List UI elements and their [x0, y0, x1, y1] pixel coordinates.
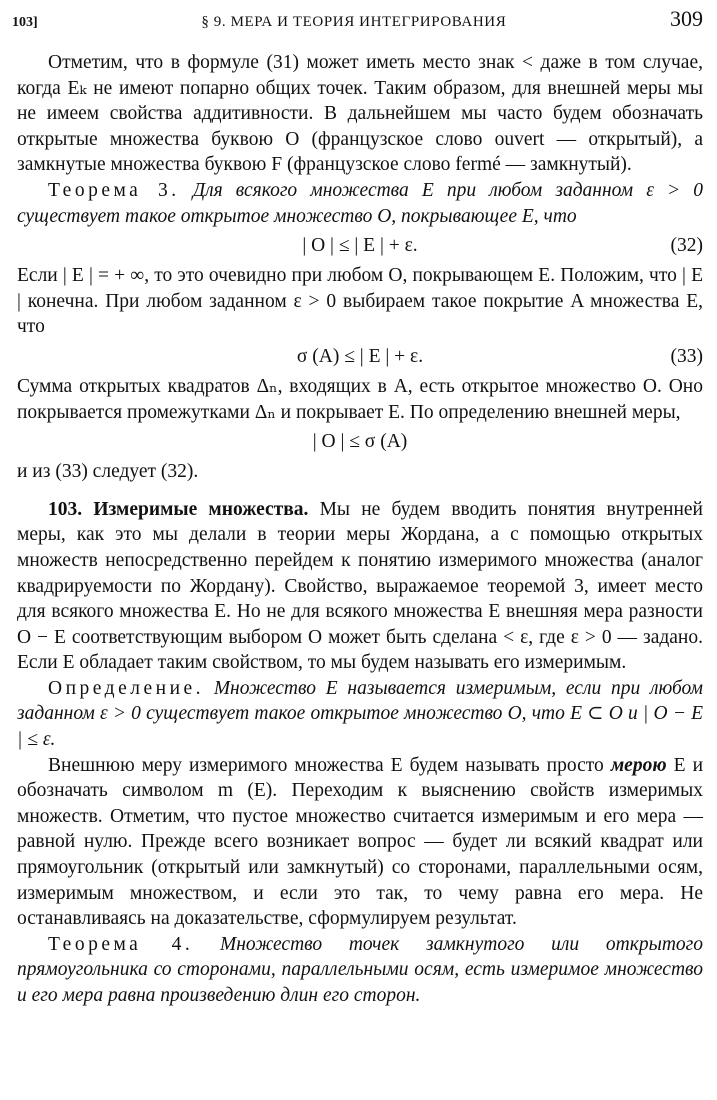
- paragraph-measure-after: E и обозначать символом m (E). Переходим к выяснению свойств измеримых множеств. Отметим, что пустое множество считается измеримым и его мера — равной нулю. Прежде всего возникает вопрос — будет ли всякий квадрат или прямоугольник (открытый или замкнутый) со сторонами, параллельными осям, измеримым множеством, и если это так, то чему равна его мера. Не останавливаясь на доказательстве, сформулируем результат.: [17, 754, 704, 930]
- section-103: [17, 497, 703, 676]
- equation-33-number: (33): [670, 345, 703, 367]
- equation-32: [17, 229, 703, 263]
- theorem-4-statement: Множество точек замкнутого или открытого прямоугольника со сторонами, параллельными осям, есть измеримое множество и его мера равна произведению длин его сторон.: [17, 933, 704, 1006]
- equation-32-number: (32): [670, 235, 703, 257]
- equation-unnumbered: [17, 425, 703, 459]
- running-header: [12, 6, 703, 36]
- page-number: 309: [670, 6, 703, 31]
- definition: [17, 676, 703, 753]
- paragraph-outer-measure: Отметим, что в формуле (31) может иметь место знак < даже в том случае, когда Eₖ не имеют попарно общих точек. Таким образом, для внешней меры мы не имеем свойства аддитивности. В дальнейшем мы часто будем обозначать открытые множества буквою O (французское слово ouvert — открытый), а замкнутые множества буквою F (французское слово fermé — замкнутый).: [17, 52, 703, 176]
- paragraph-proof-1: Если | E | = + ∞, то это очевидно при любом O, покрывающем E. Положим, что | E | конечна. При любом заданном ε > 0 выбираем такое покрытие A множества E, что: [17, 265, 703, 338]
- paragraph-measure: [17, 753, 703, 932]
- section-103-text: Мы не будем вводить понятия внутренней меры, как это мы делали в теории меры Жордана, а с помощью открытых множеств непосредственно перейдем к понятию измеримого множества (аналог квадрируемости по Жордану). Свойство, выражаемое теоремой 3, имеет место для всякого множества E. Но не для всякого множества E внешняя мера разности O − E соответствующим выбором O может быть сделана < ε, где ε > 0 — задано. Если E обладает таким свойством, то мы будем называть его измеримым.: [17, 498, 703, 674]
- theorem-4: [17, 932, 703, 1009]
- theorem-3: [17, 178, 703, 229]
- paragraph-measure-before: Внешнюю меру измеримого множества E будем называть просто: [48, 754, 604, 776]
- theorem-4-label: Теорема 4.: [48, 933, 194, 955]
- paragraph-proof-end: и из (33) следует (32).: [17, 461, 199, 483]
- chapter-title: § 9. МЕРА И ТЕОРИЯ ИНТЕГРИРОВАНИЯ: [201, 14, 507, 30]
- definition-label: Определение.: [48, 677, 205, 699]
- section-103-title: 103. Измеримые множества.: [48, 498, 309, 520]
- paragraph-proof-2: Сумма открытых квадратов Δₙ, входящих в A, есть открытое множество O. Оно покрывается промежутками Δₙ и покрывает E. По определению внешней меры,: [17, 375, 703, 423]
- equation-32-formula: | O | ≤ | E | + ε.: [302, 235, 418, 257]
- equation-33-formula: σ (A) ≤ | E | + ε.: [296, 345, 424, 367]
- section-gap: [17, 485, 703, 497]
- equation-33: [17, 340, 703, 374]
- theorem-3-statement: Для всякого множества E при любом заданном ε > 0 существует такое открытое множество O, покрывающее E, что: [17, 179, 704, 227]
- term-measure: мерою: [610, 754, 667, 776]
- definition-statement: Множество E называется измеримым, если при любом заданном ε > 0 существует такое открытое множество O, что E ⊂ O и | O − E | ≤ ε.: [17, 677, 704, 751]
- section-marker: 103]: [12, 15, 38, 30]
- equation-unnumbered-formula: | O | ≤ σ (A): [312, 431, 408, 453]
- theorem-3-label: Теорема 3.: [48, 179, 180, 201]
- page-body: [17, 50, 703, 1009]
